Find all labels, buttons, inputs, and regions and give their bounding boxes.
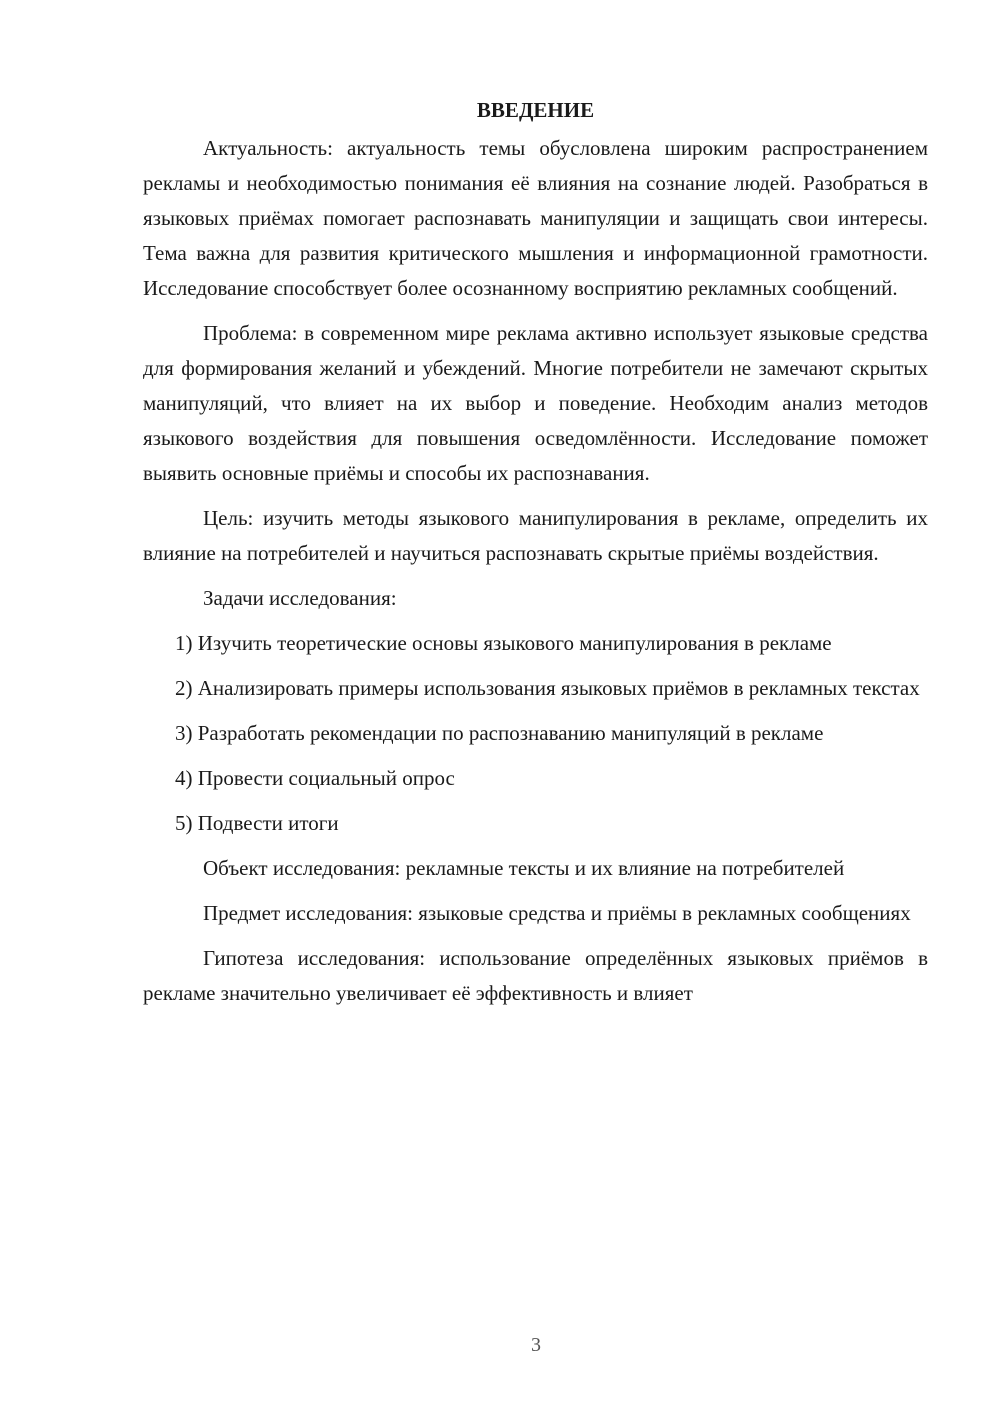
task-item: 1) Изучить теоретические основы языкового манипулирования в рекламе — [175, 631, 832, 655]
task-item: 2) Анализировать примеры использования языковых приёмов в рекламных текстах — [175, 676, 920, 700]
page-number: 3 — [531, 1334, 541, 1356]
document-page — [143, 90, 928, 1021]
task-item: 4) Провести социальный опрос — [175, 766, 455, 790]
section-heading: ВВЕДЕНИЕ — [476, 98, 595, 122]
object-paragraph: Объект исследования: рекламные тексты и их влияние на потребителей — [203, 856, 845, 880]
hypothesis-paragraph: Гипотеза исследования: использование определённых языковых приёмов в рекламе значительно увеличивает её эффективность и влияет — [143, 946, 928, 1005]
problem-paragraph: Проблема: в современном мире реклама активно использует языковые средства для формирования желаний и убеждений. Многие потребители не замечают скрытых манипуляций, что влияет на их выбор и поведение. Необходим анализ методов языкового воздействия для повышения осведомлённости. Исследование поможет выявить основные приёмы и способы их распознавания. — [143, 321, 928, 485]
task-item: 5) Подвести итоги — [175, 811, 339, 835]
task-item: 3) Разработать рекомендации по распознаванию манипуляций в рекламе — [175, 721, 824, 745]
tasks-list — [143, 626, 928, 841]
subject-paragraph: Предмет исследования: языковые средства и приёмы в рекламных сообщениях — [203, 901, 911, 925]
tasks-heading: Задачи исследования: — [203, 586, 397, 610]
relevance-paragraph: Актуальность: актуальность темы обусловлена широким распространением рекламы и необходимостью понимания её влияния на сознание людей. Разобраться в языковых приёмах помогает распознавать манипуляции и защищать свои интересы. Тема важна для развития критического мышления и информационной грамотности. Исследование способствует более осознанному восприятию рекламных сообщений. — [143, 136, 928, 300]
goal-paragraph: Цель: изучить методы языкового манипулирования в рекламе, определить их влияние на потребителей и научиться распознавать скрытые приёмы воздействия. — [143, 506, 928, 565]
